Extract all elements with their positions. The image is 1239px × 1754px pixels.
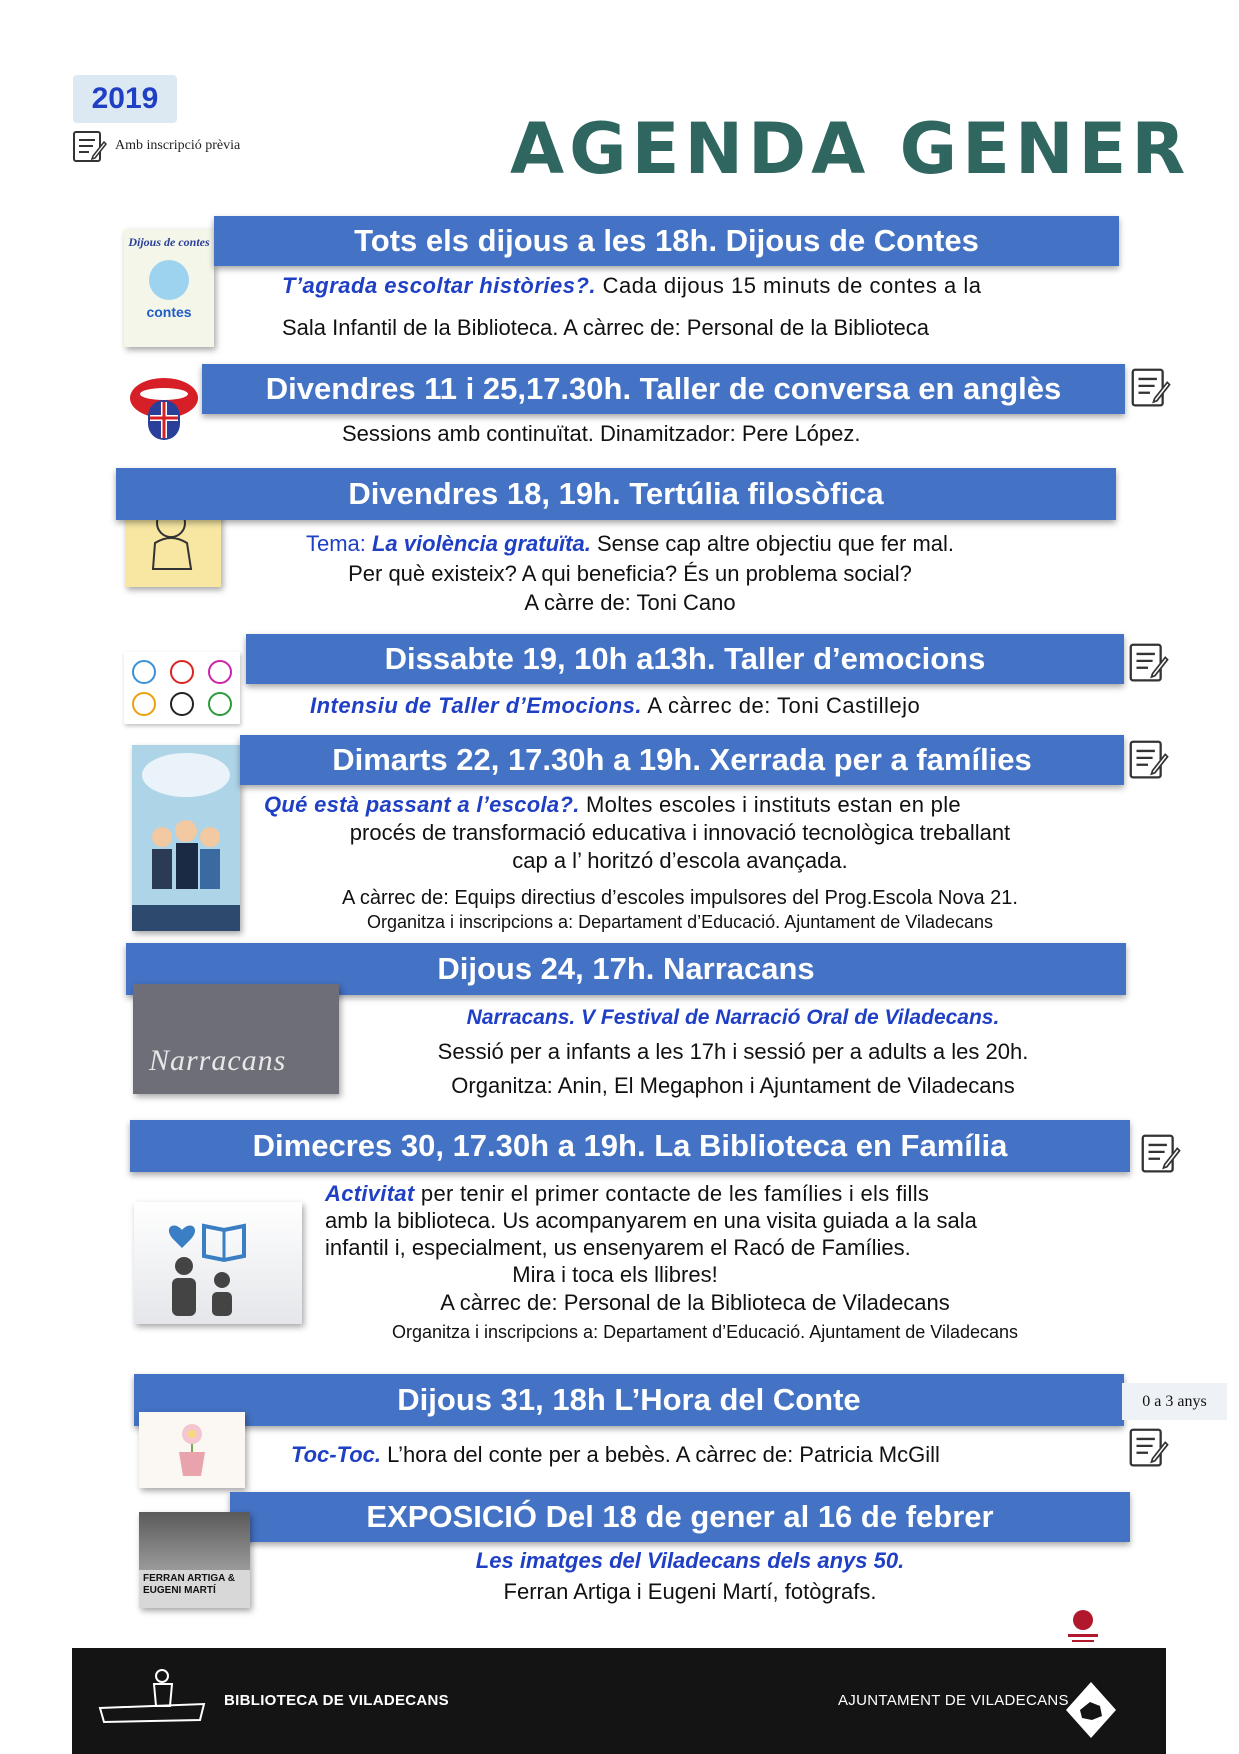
event-9-line-1 xyxy=(260,1547,1120,1575)
flower-pot-icon xyxy=(139,1412,245,1488)
event-6-line-2: Sessió per a infants a les 17h i sessió per a adults a les 20h. xyxy=(437,1039,1029,1064)
event-1-line-1-text: Cada dijous 15 minuts de contes a la xyxy=(596,273,982,298)
page-title: AGENDA GENER xyxy=(510,108,1191,190)
event-3-line-2: Per què existeix? A qui beneficia? És un problema social? xyxy=(348,561,912,586)
event-9-thumb-text: FERRAN ARTIGA & EUGENI MARTÍ xyxy=(143,1573,236,1596)
event-1-thumb-title: Dijous de contes xyxy=(128,235,210,249)
event-8-thumbnail xyxy=(139,1412,245,1488)
event-7-line-4: Mira i toca els llibres! xyxy=(512,1262,718,1287)
event-5-line-5: Organitza i inscripcions a: Departament d’Educació. Ajuntament de Viladecans xyxy=(366,912,994,932)
event-6-thumb-word: Narracans xyxy=(149,1044,287,1077)
event-5-heading: Dimarts 22, 17.30h a 19h. Xerrada per a famílies xyxy=(240,735,1124,785)
event-1-line-1 xyxy=(282,272,981,300)
event-7-line-2: amb la biblioteca. Us acompanyarem en una visita guiada a la sala xyxy=(325,1208,977,1233)
event-5-line-1-text: Moltes escoles i instituts estan en ple xyxy=(579,792,961,817)
registration-note-icon xyxy=(1127,639,1169,685)
registration-note-icon xyxy=(1129,364,1171,410)
event-5-thumbnail xyxy=(132,745,240,931)
event-3-pre: Tema: xyxy=(305,531,372,556)
year-badge: 2019 xyxy=(73,75,177,123)
event-7-line-1 xyxy=(325,1180,929,1208)
event-5-line-3: cap a l’ horitzó d’escola avançada. xyxy=(512,848,848,873)
footer-council-name: AJUNTAMENT DE VILADECANS xyxy=(838,1692,1069,1709)
event-4-line-1-text: A càrrec de: Toni Castillejo xyxy=(642,693,921,718)
event-8-line-1 xyxy=(291,1441,940,1469)
event-6-lead: Narracans. V Festival de Narració Oral de Viladecans. xyxy=(466,1006,1000,1029)
event-7-thumbnail xyxy=(134,1202,302,1324)
event-3-line-1 xyxy=(230,530,1030,558)
registration-note-icon xyxy=(1127,736,1169,782)
event-4-lead: Intensiu de Taller d’Emocions. xyxy=(310,693,643,718)
event-8-heading: Dijous 31, 18h L’Hora del Conte xyxy=(134,1374,1124,1426)
event-8-line-1-text: L’hora del conte per a bebès. A càrrec de: Patricia McGill xyxy=(381,1442,940,1467)
event-7-line-1-text: per tenir el primer contacte de les famílies i els fills xyxy=(414,1181,930,1206)
event-9-heading: EXPOSICIÓ Del 18 de gener al 16 de febrer xyxy=(230,1492,1130,1542)
event-6-thumbnail xyxy=(133,984,339,1094)
event-7-line-6: Organitza i inscripcions a: Departament d’Educació. Ajuntament de Viladecans xyxy=(391,1322,1019,1342)
event-2-thumbnail xyxy=(128,360,201,450)
event-5-line-2: procés de transformació educativa i innovació tecnològica treballant xyxy=(349,820,1011,845)
event-3-lead: La violència gratuïta. xyxy=(371,531,591,556)
registration-legend xyxy=(71,128,240,164)
event-1-thumbnail xyxy=(124,229,214,347)
family-illustration-icon xyxy=(132,745,240,931)
event-7-line-5: A càrrec de: Personal de la Biblioteca de Viladecans xyxy=(440,1290,950,1315)
event-6-line-1 xyxy=(340,1004,1126,1032)
event-5-lead: Qué està passant a l’escola?. xyxy=(264,792,580,817)
province-seal-icon xyxy=(1060,1608,1106,1648)
age-badge: 0 a 3 anys xyxy=(1122,1383,1227,1420)
event-4-line-1 xyxy=(310,692,920,720)
event-7-line-3: infantil i, especialment, us ensenyarem el Racó de Famílies. xyxy=(325,1235,911,1260)
event-3-line-1-text: Sense cap altre objectiu que fer mal. xyxy=(590,531,955,556)
event-3-line-3: A càrre de: Toni Cano xyxy=(524,590,736,615)
legend-text: Amb inscripció prèvia xyxy=(115,138,241,153)
council-shield-icon xyxy=(1064,1680,1118,1740)
event-1-thumb-word: contes xyxy=(146,304,192,320)
event-6-line-3: Organitza: Anin, El Megaphon i Ajuntament de Viladecans xyxy=(451,1073,1015,1098)
event-3-heading: Divendres 18, 19h. Tertúlia filosòfica xyxy=(116,468,1116,520)
family-library-icon xyxy=(134,1202,302,1324)
event-9-thumbnail xyxy=(139,1512,250,1608)
event-1-line-2: Sala Infantil de la Biblioteca. A càrrec de: Personal de la Biblioteca xyxy=(282,315,929,340)
event-4-thumbnail xyxy=(124,652,240,724)
event-9-lead: Les imatges del Viladecans dels anys 50. xyxy=(475,1548,905,1573)
event-1-lead: T’agrada escoltar històries?. xyxy=(282,273,597,298)
library-logo-icon xyxy=(96,1664,208,1726)
registration-note-icon xyxy=(1127,1424,1169,1470)
event-7-heading: Dimecres 30, 17.30h a 19h. La Biblioteca en Família xyxy=(130,1120,1130,1172)
event-2-line-1: Sessions amb continuïtat. Dinamitzador: Pere López. xyxy=(342,421,861,446)
event-2-heading: Divendres 11 i 25,17.30h. Taller de conversa en anglès xyxy=(202,364,1125,414)
emoji-faces-icon xyxy=(124,652,240,724)
event-6-heading: Dijous 24, 17h. Narracans xyxy=(126,943,1126,995)
event-9-line-2: Ferran Artiga i Eugeni Martí, fotògrafs. xyxy=(503,1579,877,1604)
event-1-heading: Tots els dijous a les 18h. Dijous de Contes xyxy=(214,216,1119,266)
event-8-lead: Toc-Toc. xyxy=(291,1442,382,1467)
registration-note-icon xyxy=(1139,1130,1181,1176)
event-7-lead: Activitat xyxy=(325,1181,415,1206)
footer-library-name: BIBLIOTECA DE VILADECANS xyxy=(224,1692,449,1709)
event-5-line-4: A càrrec de: Equips directius d’escoles impulsores del Prog.Escola Nova 21. xyxy=(342,887,1018,909)
tongue-flag-icon xyxy=(128,360,201,450)
event-5-line-1 xyxy=(264,791,961,819)
registration-note-icon xyxy=(71,128,107,164)
event-4-heading: Dissabte 19, 10h a13h. Taller d’emocions xyxy=(246,634,1124,684)
footer-bar xyxy=(72,1648,1166,1754)
